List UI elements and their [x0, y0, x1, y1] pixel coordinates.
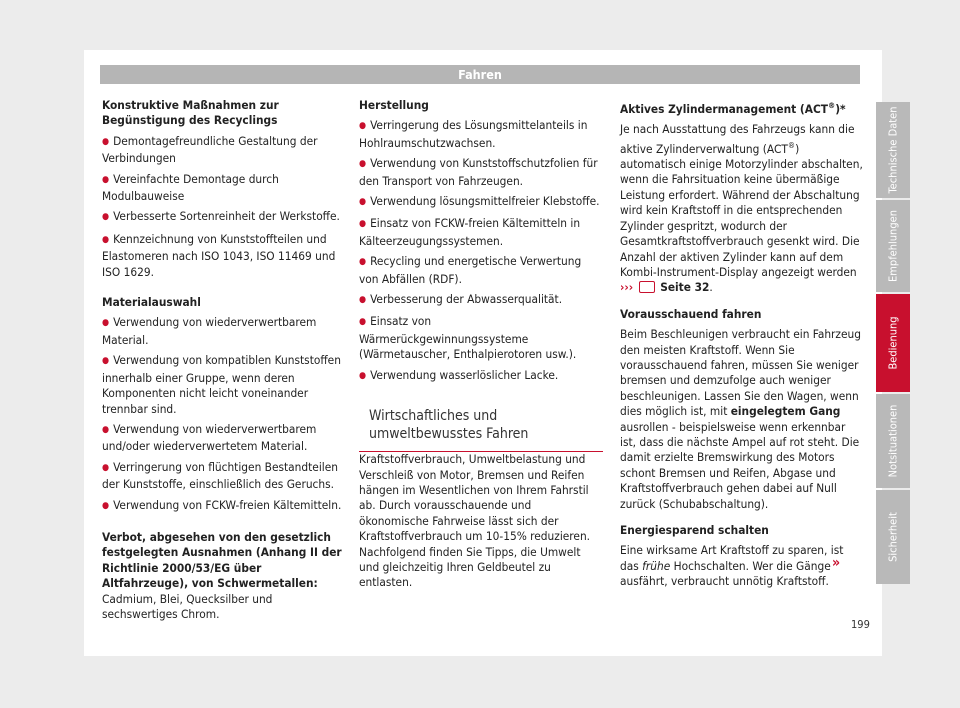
bullet-item: ● Verbesserung der Abwasserqualität. [359, 292, 603, 309]
bullet-item: ● Verwendung von Kunststoffschutzfolien für den Transport von Fahrzeugen. [359, 156, 603, 189]
bullet-item: ● Verwendung von kompatiblen Kunststoffen innerhalb einer Gruppe, wenn deren Komponenten nicht leicht voneinander trennbar sind. [102, 353, 346, 417]
bullet-item: ● Einsatz von Wärmerückgewinnungssysteme (Wärmetauscher, Enthalpierotoren usw.). [359, 314, 603, 362]
bullet-item: ● Recycling und energetische Verwertung von Abfällen (RDF). [359, 254, 603, 287]
heading-energiesparend: Energiesparend schalten [620, 523, 769, 537]
bullet-item: ● Demontagefreundliche Gestaltung der Verbindungen [102, 134, 346, 167]
bullet-item: ● Kennzeichnung von Kunststoffteilen und Elastomeren nach ISO 1043, ISO 11469 und ISO 1629. [102, 232, 346, 280]
heading-herstellung: Herstellung [359, 98, 429, 112]
column-3 [620, 98, 864, 595]
paragraph-kraftstoff: Kraftstoffverbrauch, Umweltbelastung und Verschleiß von Motor, Bremsen und Reifen hängen im Wesentlichen von Ihrem Fahrstil ab. Durch vorausschauende und ökonomische Fahrweise lässt sich der Kraftstoffverbrauch um 10-15% reduzieren. Nachfolgend finden Sie Tipps, die Umwelt und gleichzeitig Ihren Geldbeutel zu entlasten. [359, 452, 591, 590]
heading-act: Aktives Zylindermanagement (ACT®)* [620, 101, 846, 116]
bullet-item: ● Verringerung von flüchtigen Bestandteilen der Kunststoffe, einschließlich des Geruchs. [102, 460, 346, 493]
column-2 [359, 98, 603, 596]
verbot-text: Cadmium, Blei, Quecksilber und sechswertiges Chrom. [102, 591, 273, 621]
tab-bedienung[interactable]: Bedienung [876, 294, 910, 392]
bullet-item: ● Verwendung von wiederverwertbarem und/oder wiederverwertetem Material. [102, 422, 346, 455]
verbot-bold: Verbot, abgesehen von den gesetzlich festgelegten Ausnahmen (Anhang II der Richtlinie 2000/53/EG über Altfahrzeuge), von Schwermetallen: [102, 529, 342, 591]
section-header: Fahren [100, 65, 860, 84]
column-1 [102, 98, 346, 627]
bullet-item: ● Einsatz von FCKW-freien Kältemitteln in Kälteerzeugungssystemen. [359, 216, 603, 249]
page-reference-link[interactable]: Seite 32 [656, 280, 710, 295]
heading-materialauswahl: Materialauswahl [102, 295, 201, 310]
tab-sicherheit[interactable]: Sicherheit [876, 490, 910, 584]
tab-technische-daten[interactable]: Technische Daten [876, 102, 910, 198]
heading-vorausschauend: Vorausschauend fahren [620, 306, 762, 321]
bullet-item: ● Verwendung von FCKW-freien Kältemitteln. [102, 498, 346, 515]
heading-recycling: Konstruktive Maßnahmen zur Begünstigung des Recyclings [102, 98, 279, 128]
bullet-item: ● Verwendung wasserlöslicher Lacke. [359, 368, 603, 385]
tab-notsituationen[interactable]: Notsituationen [876, 394, 910, 488]
bullet-item: ● Verwendung von wiederverwertbarem Material. [102, 315, 346, 348]
continue-icon: » [832, 555, 841, 571]
paragraph-energiesparend: Eine wirksame Art Kraftstoff zu sparen, ist das frühe Hochschalten. Wer die Gänge ausfährt, verbraucht unnötig Kraftstoff. [620, 543, 844, 589]
paragraph-vorausschauend: Beim Beschleunigen verbraucht ein Fahrzeug den meisten Kraftstoff. Wenn Sie vorausschauend fahren, müssen Sie weniger bremsen und demzufolge auch weniger beschleunigen. Lassen Sie den Wagen, wenn dies möglich ist, mit eingelegtem Gang ausrollen - beispielsweise wenn erkennbar ist, dass die nächste Ampel auf rot steht. Die damit erzielte Bremswirkung des Motors schont Bremsen und Reifen, Abgase und Kraftstoffverbrauch gehen dabei auf Null zurück (Schubabschaltung). [620, 327, 861, 511]
bullet-item: ● Verwendung lösungsmittelfreier Klebstoffe. [359, 194, 603, 211]
page-number: 199 [851, 618, 870, 631]
paragraph-act: Je nach Ausstattung des Fahrzeugs kann die aktive Zylinderverwaltung (ACT®) automatisch einige Motorzylinder abschalten, wenn die Fahrsituation keine übermäßige Leistung erfordert. Während der Abschaltung wird kein Kraftstoff in die entsprechenden Zylinder gespritzt, wodurch der Gesamtkraftstoffverbrauch gesenkt wird. Die Anzahl der aktiven Zylinder kann auf dem Kombi-Instrument-Display angezeigt werden ››› Seite 32. [620, 122, 863, 295]
section-heading-wirtschaftlich: Wirtschaftliches und umweltbewusstes Fahren [359, 407, 603, 452]
paragraph-verbot [102, 530, 346, 622]
bullet-item: ● Vereinfachte Demontage durch Modulbauweise [102, 172, 346, 205]
bullet-item: ● Verbesserte Sortenreinheit der Werkstoffe. [102, 209, 346, 226]
bullet-item: ● Verringerung des Lösungsmittelanteils in Hohlraumschutzwachsen. [359, 118, 603, 151]
tab-empfehlungen[interactable]: Empfehlungen [876, 200, 910, 292]
book-icon [639, 281, 655, 293]
cross-reference-arrows: ››› [620, 280, 634, 295]
